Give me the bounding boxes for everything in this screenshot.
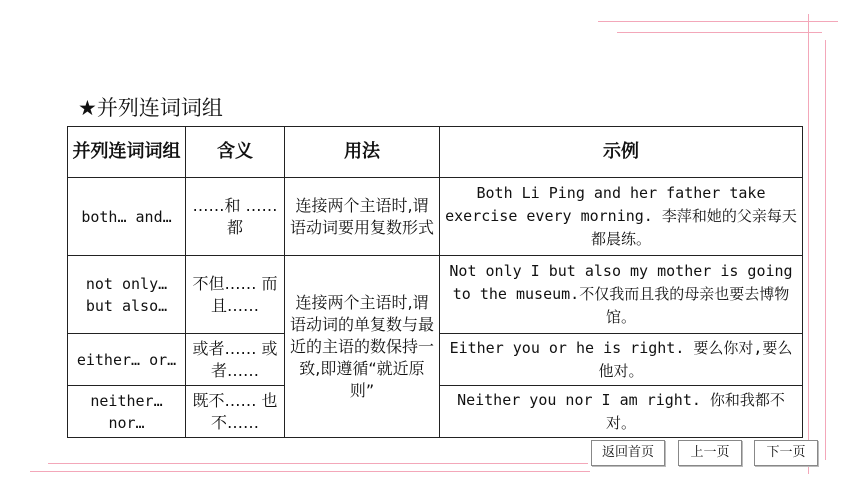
table-row bbox=[68, 256, 803, 334]
decor-line bbox=[617, 32, 822, 33]
meaning-cell: 或者…… 或者…… bbox=[186, 334, 285, 386]
decor-line bbox=[48, 463, 588, 464]
example-cell: Not only I but also my mother is going to the museum.不仅我而且我的母亲也要去博物馆。 bbox=[440, 256, 803, 334]
phrase-cell: neither… nor… bbox=[68, 386, 186, 438]
usage-cell: 连接两个主语时,谓语动词的单复数与最近的主语的数保持一致,即遵循“就近原则” bbox=[285, 256, 440, 438]
header-phrase: 并列连词词组 bbox=[68, 127, 186, 178]
conjunction-table bbox=[67, 126, 803, 438]
prev-page-button[interactable]: 上一页 bbox=[678, 440, 742, 466]
example-cell: Neither you nor I am right. 你和我都不对。 bbox=[440, 386, 803, 438]
next-page-button[interactable]: 下一页 bbox=[754, 440, 818, 466]
header-meaning: 含义 bbox=[186, 127, 285, 178]
phrase-cell: not only… but also… bbox=[68, 256, 186, 334]
phrase-cell: either… or… bbox=[68, 334, 186, 386]
home-button[interactable]: 返回首页 bbox=[591, 440, 665, 466]
meaning-cell: 不但…… 而且…… bbox=[186, 256, 285, 334]
decor-line bbox=[598, 21, 838, 22]
usage-cell: 连接两个主语时,谓语动词要用复数形式 bbox=[285, 178, 440, 256]
meaning-cell: 既不…… 也不…… bbox=[186, 386, 285, 438]
phrase-cell: both… and… bbox=[68, 178, 186, 256]
example-cell: Both Li Ping and her father take exercise every morning. 李萍和她的父亲每天都晨练。 bbox=[440, 178, 803, 256]
meaning-cell: ……和 ……都 bbox=[186, 178, 285, 256]
decor-line bbox=[30, 471, 590, 472]
header-usage: 用法 bbox=[285, 127, 440, 178]
header-example: 示例 bbox=[440, 127, 803, 178]
page-title: ★并列连词词组 bbox=[78, 96, 223, 120]
table-row bbox=[68, 178, 803, 256]
example-cell: Either you or he is right. 要么你对,要么他对。 bbox=[440, 334, 803, 386]
table-header-row bbox=[68, 127, 803, 178]
decor-line bbox=[808, 14, 809, 474]
decor-line bbox=[825, 40, 826, 460]
